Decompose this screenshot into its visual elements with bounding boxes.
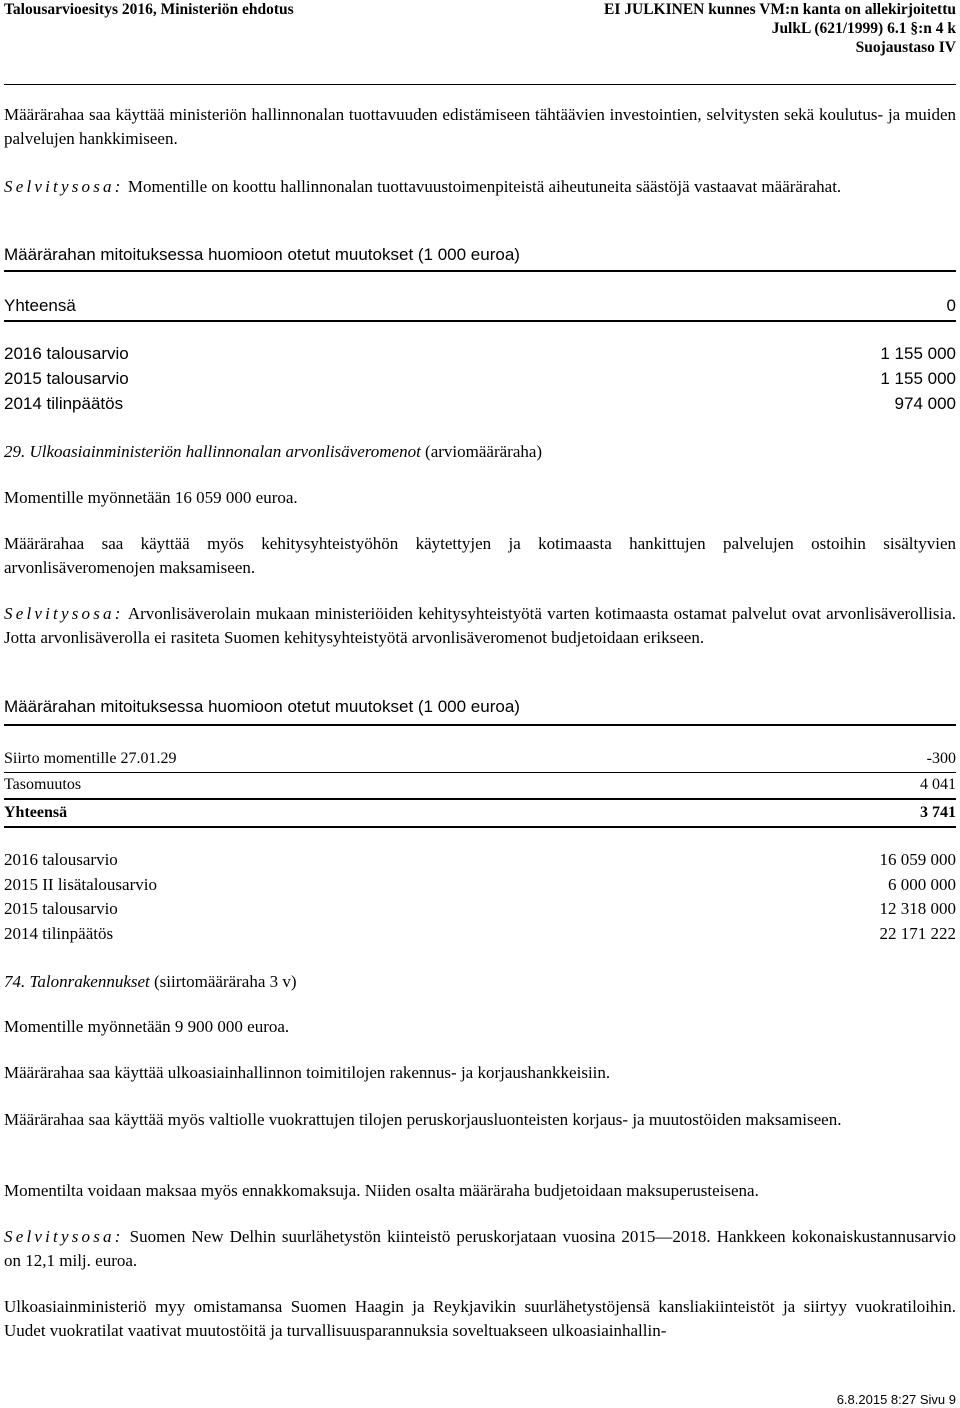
explanation-label: Selvitysosa: <box>4 177 124 196</box>
change-row <box>4 750 956 772</box>
item74-usage-1: Määrärahaa saa käyttää ulkoasiainhallinnon toimitilojen rakennus- ja korjaushankkeisiin. <box>4 1063 611 1082</box>
year-row <box>4 394 956 418</box>
change-value: -300 <box>926 750 956 767</box>
item29-total-row <box>4 804 956 826</box>
year-value: 16 059 000 <box>879 850 956 869</box>
year-value: 12 318 000 <box>879 899 956 918</box>
header-divider <box>4 84 956 85</box>
item74-granted: Momentille myönnetään 9 900 000 euroa. <box>4 1017 290 1036</box>
confidentiality-line-3: Suojaustaso IV <box>855 39 956 56</box>
footer-page: Sivu 9 <box>919 1392 956 1407</box>
explanation-label: Selvitysosa: <box>4 1227 124 1246</box>
year-label: 2015 talousarvio <box>4 899 118 918</box>
total-value: 3 741 <box>920 804 956 821</box>
year-label: 2016 talousarvio <box>4 344 129 363</box>
item74-title <box>4 970 956 994</box>
year-value: 22 171 222 <box>879 924 956 943</box>
section1-heading: Määrärahan mitoituksessa huomioon otetut muutokset (1 000 euroa) <box>4 245 520 264</box>
year-value: 1 155 000 <box>880 344 956 363</box>
table-top-rule <box>4 270 956 272</box>
change-row <box>4 776 956 798</box>
explanation-text: Momentille on koottu hallinnonalan tuottavuustoimenpiteistä aiheutuneita säästöjä vastaavat määrärahat. <box>123 177 842 196</box>
row-divider <box>4 772 956 773</box>
change-value: 4 041 <box>920 776 956 793</box>
document-title: Talousarvioesitys 2016, Ministeriön ehdotus <box>4 1 294 18</box>
change-label: Tasomuutos <box>4 776 82 793</box>
year-label: 2014 tilinpäätös <box>4 394 124 413</box>
item29-usage: Määrärahaa saa käyttää myös kehitysyhteistyöhön käytettyjen ja kotimaasta hankittujen palvelujen ostoihin sisältyvien arvonlisäveromenojen maksamiseen. <box>4 534 956 577</box>
total-label: Yhteensä <box>4 296 76 315</box>
section1-total-row <box>4 296 956 320</box>
table-bottom-rule <box>4 320 956 322</box>
year-value: 6 000 000 <box>888 875 956 894</box>
year-label: 2014 tilinpäätös <box>4 924 114 943</box>
item74-explanation <box>4 1225 956 1273</box>
item-type: (siirtomääräraha 3 v) <box>154 972 297 991</box>
item29-title <box>4 440 956 464</box>
page-header <box>4 0 956 78</box>
item-title: Ulkoasiainministeriön hallinnonalan arvonlisäveromenot <box>29 442 421 461</box>
year-row <box>4 369 956 393</box>
item29-granted: Momentille myönnetään 16 059 000 euroa. <box>4 488 298 507</box>
confidentiality-line-2: JulkL (621/1999) 6.1 §:n 4 k <box>771 20 956 37</box>
table-top-rule <box>4 724 956 726</box>
total-rule <box>4 798 956 800</box>
year-value: 1 155 000 <box>880 369 956 388</box>
total-value: 0 <box>946 296 956 315</box>
page-footer <box>837 1392 956 1407</box>
explanation-text: Suomen New Delhin suurlähetystön kiinteistö peruskorjataan vuosina 2015—2018. Hankkeen kokonaiskustannusarvio on 12,1 milj. euroa. <box>4 1227 956 1270</box>
year-label: 2015 talousarvio <box>4 369 129 388</box>
item74-sale: Ulkoasiainministeriö myy omistamansa Suomen Haagin ja Reykjavikin suurlähetystöjensä kansliakiinteistöt ja siirtyy vuokratiloihin. Uudet vuokratilat vaativat muutostöitä ja turvallisuusparannuksia soveltuakseen ulkoasiainhallin- <box>4 1297 956 1340</box>
explanation-label: Selvitysosa: <box>4 604 124 623</box>
item-title: Talonrakennukset <box>29 972 150 991</box>
intro-explanation <box>4 175 956 199</box>
explanation-text: Arvonlisäverolain mukaan ministeriöiden kehitysyhteistyötä varten kotimaasta ostamat palvelut ovat arvonlisäverollisia. Jotta arvonlisäverolla ei rasiteta Suomen kehitysyhteistyötä arvonlisäveromenot budjetoidaan erikseen. <box>4 604 956 647</box>
item-number: 74. <box>4 972 26 991</box>
year-label: 2015 II lisätalousarvio <box>4 875 157 894</box>
item74-usage-2: Määrärahaa saa käyttää myös valtiolle vuokrattujen tilojen peruskorjausluonteisten korjaus- ja muutostöiden maksamiseen. <box>4 1110 842 1129</box>
confidentiality-line-1: EI JULKINEN kunnes VM:n kanta on allekirjoitettu <box>604 1 956 18</box>
change-label: Siirto momentille 27.01.29 <box>4 750 177 767</box>
item29-explanation <box>4 602 956 650</box>
intro-paragraph: Määrärahaa saa käyttää ministeriön hallinnonalan tuottavuuden edistämiseen tähtäävien investointien, selvitysten sekä koulutus- ja muiden palvelujen hankkimiseen. <box>4 105 956 148</box>
year-label: 2016 talousarvio <box>4 850 118 869</box>
item74-advance: Momentilta voidaan maksaa myös ennakkomaksuja. Niiden osalta määräraha budjetoidaan maksuperusteisena. <box>4 1181 759 1200</box>
item29-heading: Määrärahan mitoituksessa huomioon otetut muutokset (1 000 euroa) <box>4 697 520 716</box>
confidentiality-notice <box>604 0 956 57</box>
item-type: (arviomääräraha) <box>425 442 543 461</box>
footer-timestamp: 6.8.2015 8:27 <box>836 1392 917 1407</box>
year-value: 974 000 <box>894 394 956 413</box>
table-bottom-rule <box>4 826 956 828</box>
item-number: 29. <box>4 442 26 461</box>
total-label: Yhteensä <box>4 804 68 821</box>
year-row <box>4 344 956 368</box>
